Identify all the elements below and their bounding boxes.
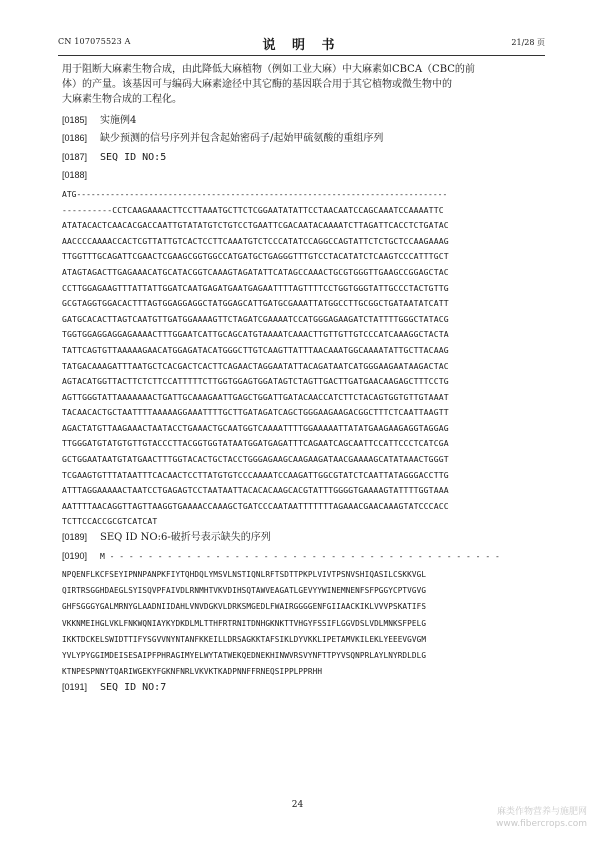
protein-line: YVLYPYGGIMDEISESAIPFPHRAGIMYELWYTATWEKQEDNEKHINWVRSVYNFTTPYVSQNPRLAYLNYRDLDLG <box>62 650 427 660</box>
dna-line: ATATACACTCAACACGACCAATTGTATATGTCTGTCCTGAATTCGACAATACAAAATCTTAGATTCACCTCTGATAC <box>62 220 449 231</box>
dna-line: GATGCACACTTAGTCAATGTTGATGGAAAAGTTCTAGATCGAAAATCCATGGGAGAAGATCTATTTTGGGCTATACG <box>62 313 449 324</box>
paragraph-number: [0185] <box>62 114 88 125</box>
document-body <box>62 62 542 698</box>
dna-start-line: ATG----------------------------------------------------------------------------- <box>62 189 448 199</box>
dna-line: TATTCAGTGTTAAAAAGAACATGGAGATACATGGGCTTGTCAAGTTATTTAACAAATGGCAAAATATTGCTTACAAG <box>62 344 449 355</box>
paragraph-number: [0190] <box>62 550 88 561</box>
protein-line: GHFSGGGYGALMRNYGLAADNIIDAHLVNVDGKVLDRKSMGEDLFWAIRGGGGENFGIIAACKIKLVVVPSKATIFS <box>62 602 427 612</box>
intro-line: 用于阻断大麻素生物合成，由此降低大麻植物（例如工业大麻）中大麻素如CBCA（CBC的前 <box>62 64 475 75</box>
paragraph-number: [0189] <box>62 532 88 543</box>
page-info: 21/28 页 <box>511 38 545 47</box>
seq-id-label: SEQ ID NO:5 <box>100 151 167 163</box>
dna-line: AGTTGGGTATTAAAAAAACTGATTGCAAAGAATTGAGCTGGATTGATACAACCATCTTCTACAGTGGTGTTGTAAAT <box>62 391 449 402</box>
paragraph <box>62 680 542 699</box>
page-number: 24 <box>291 800 304 810</box>
dna-line: ----------CCTCAAGAAAACTTCCTTAAATGCTTCTCGGAATATATTCCTAACAATCCAGCAAATCCAAAATTC <box>62 204 444 215</box>
paragraph <box>62 168 542 187</box>
paragraph-number: [0191] <box>62 681 88 692</box>
dna-line: GCTGGAATAATGTATGAACTTTGGTACACTGCTACCTGGGAGAAGCAAGAAGATAACGAAAAGCATATAAACTGGGT <box>62 454 449 465</box>
intro-line: 体）的产量。该基因可与编码大麻素途径中其它酶的基因联合用于其它植物或微生物中的 <box>62 79 452 91</box>
protein-line: IKKTDCKELSWIDTTIFYSGVVNYNTANFKKEILLDRSAGKKTAFSIKLDYVKKLIPETAMVKILEKLYEEEVGVGM <box>62 634 427 644</box>
dna-line: AGACTATGTTAAGAAACTAATACCTGAAACTGCAATGGTCAAAATTTTGGAAAAATTATATGAAGAAGAGGTAGGAG <box>62 422 449 433</box>
dna-line: TATGACAAAGATTTAATGCTCACGACTCACTTCAGAACTAGGAATATTACAGATAATCATGGGAAGAATAAGACTAC <box>62 360 449 371</box>
page-header <box>58 34 545 53</box>
paragraph-number: [0186] <box>62 133 88 144</box>
intro-line: 大麻素生物合成的工程化。 <box>62 94 182 106</box>
watermark <box>496 806 587 830</box>
doc-number: CN 107075523 A <box>58 37 131 46</box>
paragraph-text <box>100 168 542 187</box>
watermark-line: 麻类作物营养与施肥网 <box>496 807 587 817</box>
paragraph <box>62 113 542 132</box>
paragraph <box>62 131 542 150</box>
dna-line: GCGTAGGTGGACACTTTAGTGGAGGAGGCTATGGAGCATTGATGCGAAATTATGGCCTTGCGGCTGATAATATCATT <box>62 298 449 309</box>
paragraph <box>62 549 542 568</box>
dna-line: AGTACATGGTTACTTCTCTTCCATTTTTCTTGGTGGAGTGGATAGTCTAGTTGACTTGATGAACAAGAGCTTTCCTG <box>62 376 449 387</box>
paragraph <box>62 530 542 549</box>
dna-line: TCTTCCACCGCGTCATCAT <box>62 516 158 527</box>
dna-line: TCGAAGTGTTTATAATTTCACAACTCCTTATGTGTCCCAAAATCCAAGATTGGCGTATCTCAATTATAGGGACCTTG <box>62 469 449 480</box>
protein-line: QIRTRSGGHDAEGLSYISQVPFAIVDLRNMHTVKVDIHSQTAWVEAGATLGEVYYWINEMNENFSFPGGYCPTVGVG <box>62 586 427 596</box>
dna-line: TGGTGGAGGAGGAGAAAACTTTGGAATCATTGCAGCATGTAAAATCAAACTTGTTGTTGTCCCATCAAAGGCTACTA <box>62 329 449 340</box>
doc-title: 说 明 书 <box>262 38 341 53</box>
dna-line: ATAGTAGACTTGAGAAACATGCATACGGTCAAAGTAGATATTCATAGCCAAACTGCGTGGGTTGAAGCCGGAGCTAC <box>62 266 449 277</box>
paragraph-number: [0187] <box>62 151 88 162</box>
dna-line: AATTTTAACAGGTTAGTTAAGGTGAAAACCAAAGCTGATCCCAATAATTTTTTTAGAAACGAACAAAGTATCCCACC <box>62 500 449 511</box>
dna-line: TACAACACTGCTAATTTTAAAAAGGAAATTTTGCTTGATAGATCAGCTGGGAAGAAGACGGCTTTCTCAATTAAGTT <box>62 407 449 418</box>
protein-line: NPQENFLKCFSEYIPNNPANPKFIYTQHDQLYMSVLNSTIQNLRFTSDTTPKPLVIVTPSNVSHIQASILCSKKVGL <box>62 570 427 580</box>
protein-start-line: M - - - - - - - - - - - - - - - - - - - - - - - - - - - - - - - - - - - - - - - - - <box>100 551 500 561</box>
dna-sequence <box>62 203 542 530</box>
paragraph-text: 实施例4 <box>100 114 137 126</box>
watermark-line: www.fibercrops.com <box>496 819 587 829</box>
dna-line: AACCCCAAAACCACTCGTTATTGTCACTCCTTCAAATGTCTCCCATATCCAGGCCAGTATTCTCTGCTCCAAGAAAG <box>62 235 449 246</box>
seq-id-label: SEQ ID NO:7 <box>100 681 167 693</box>
dna-line: ATTTAGGAAAAACTAATCCTGAGAGTCCTAATAATTACACACAAGCACGTATTTGGGGTGAAAAGTATTTTGGTAAA <box>62 485 449 496</box>
protein-line: VKKNMEIHGLVKLFNKWQNIAYKYDKDLMLTTHFRTRNITDNHGKNKTTVHGYFSSIFLGGVDSLVDLMNKSFPELG <box>62 618 427 628</box>
paragraph-text: SEQ ID NO:6-破折号表示缺失的序列 <box>100 532 271 544</box>
protein-sequence <box>62 567 542 680</box>
dna-line: TTGGTTTGCAGATTCGAACTCGAAGCGGTGGCCATGATGCTGAGGGTTTGTCCTACATATCTCAAGTCCCATTTGCT <box>62 251 449 262</box>
paragraph-text: 缺少预测的信号序列并包含起始密码子/起始甲硫氨酸的重组序列 <box>100 133 384 145</box>
dna-line: CCTTGGAGAAGTTTATTATTGGATCAATGAGATGAATGAGAATTTTAGTTTTCCTGGTGGGTATTGCCCTACTGTTG <box>62 282 449 293</box>
paragraph <box>62 150 542 169</box>
paragraph-number: [0188] <box>62 170 88 181</box>
header-divider <box>58 55 545 56</box>
protein-line: KTNPESPNNYTQARIWGEKYFGKNFNRLVKVKTKADPNNFFRNEQSIPPLPPRHH <box>62 666 323 676</box>
dna-line: TTGGGATGTATGTGTTGTACCCTTACGGTGGTATAATGGATGAGATTTCAGAATCAGCAATTCCATTCCCTCATCGA <box>62 438 449 449</box>
